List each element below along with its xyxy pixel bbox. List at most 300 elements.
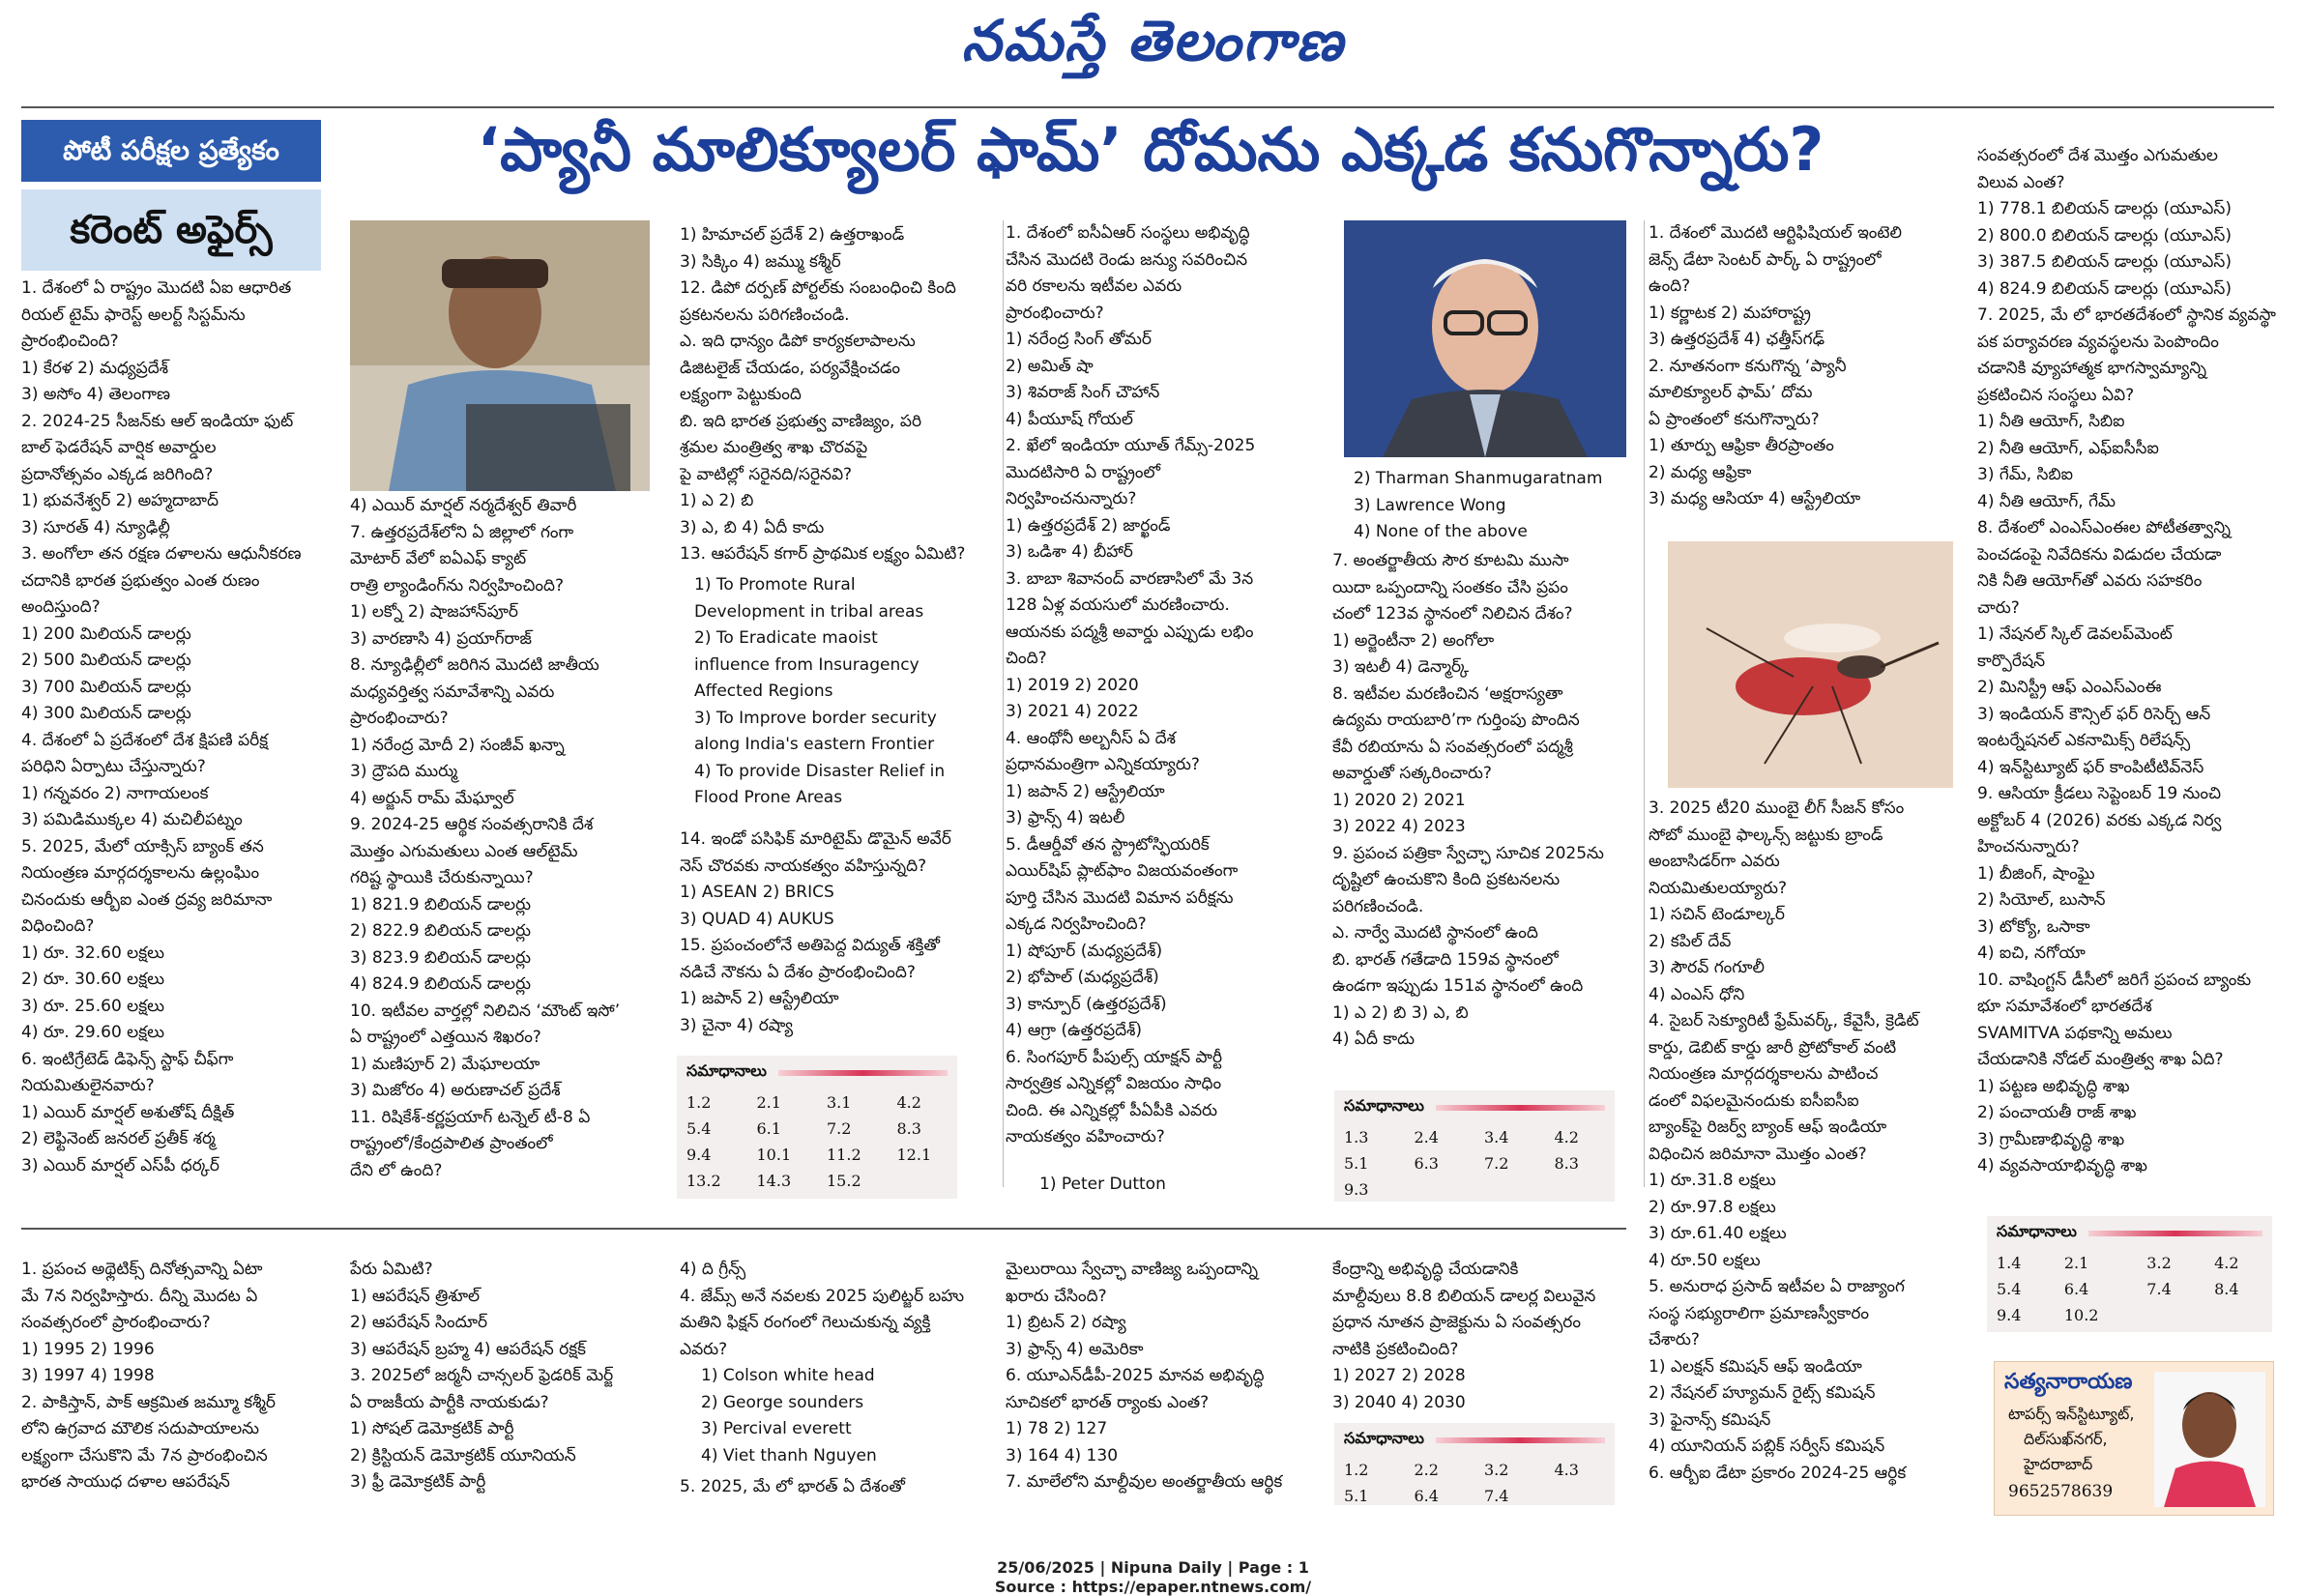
text-line: 5. 2025, మేలో యాక్సిస్ బ్యాంక్ తన [21,836,264,856]
text-line: 3. 2025లో జర్మనీ చాన్సలర్ ఫ్రెడరిక్ మెర్జ్ [350,1366,614,1385]
text-line: ప్రారంభించింది? [21,332,119,351]
text-line: 3) రూ. 25.60 లక్షలు [21,996,165,1016]
photo-air-marshal [350,220,650,491]
headline: ‘ప్యానీ మాలిక్యూలర్ ఫామ్’ దోమను ఎక్కడ కనుగొన్నారు? [477,114,1824,185]
text-line: ఎక్కడ నిర్వహించింది? [1006,914,1147,934]
text-line: 1) పట్టణ అభివృద్ధి శాఖ [1977,1076,2130,1096]
text-line: 1) నీతి ఆయోగ్, సిబిఐ [1977,412,2125,431]
text-line: ఉంది? [1649,276,1691,296]
text-line: 13. ఆపరేషన్ కగార్ ప్రాథమిక లక్ష్యం ఏమిటి? [680,544,966,564]
answer-cell [1474,1176,1545,1203]
text-line: 3. 2025 టీ20 ముంబై లీగ్ సీజన్ కోసం [1649,798,1905,818]
text-line: ప్రకటించిన సంస్థలు ఏవి? [1977,385,2135,405]
answers-row [677,1168,957,1194]
answers-box-4 [1334,1423,1615,1505]
heading-bar [2088,1231,2262,1236]
text-line: 128 ఏళ్ల వయసులో మరణించారు. [1006,595,1230,615]
column-6b [1649,796,1968,1501]
answers-heading [1987,1216,2272,1250]
text-line: 3) సిక్కిం 4) జమ్ము కశ్మీర్ [680,251,841,272]
text-line: బి. ఇది భారత ప్రభుత్వ వాణిజ్యం, పరి [680,411,922,431]
text-line: 1) ఎ 2) బి [680,491,754,510]
answer-cell: 1.2 [1344,1461,1369,1479]
answer-cell [1545,1176,1616,1203]
text-line: 2) 822.9 బిలియన్ డాలర్లు [350,921,532,941]
text-line: 3) 164 4) 130 [1006,1445,1119,1465]
text-line: 3) వారణాసి 4) ప్రయాగ్‌రాజ్ [350,628,532,649]
text-line: కార్పొరేషన్ [1977,651,2046,671]
text-line: లక్ష్యంగా పెట్టుకుంది [680,385,802,404]
text-line: 4) అర్జున్ రామ్ మేఘ్వాల్ [350,788,514,808]
text-line: కార్డు, డెబిట్ కార్డు జారీ ప్రోటోకాల్ వంటి [1649,1037,1897,1058]
text-line: డిజిటలైజ్ చేయడం, పర్యవేక్షించడం [680,358,900,378]
text-line: 3) చైనా 4) రష్యా [680,1015,794,1035]
answers-row [677,1142,957,1168]
text-line: 1) ఎ 2) బి 3) ఎ, బి [1332,1002,1469,1023]
bottom-column-5 [1332,1257,1642,1431]
column-1 [21,276,340,1194]
answer-cell: 5.4 [686,1119,712,1138]
text-line: 4) ది గ్రీన్స్ [680,1260,746,1279]
answer-cell: 6.4 [1414,1487,1439,1505]
answer-cell: 1.2 [686,1093,712,1112]
text-line: 1) బీజింగ్, షాంఘై [1977,863,2095,884]
text-line: 3) మధ్య ఆసియా 4) ఆస్ట్రేలియా [1649,489,1861,508]
text-line: 4) రూ. 29.60 లక్షలు [21,1023,165,1042]
text-line: Flood Prone Areas [694,788,843,807]
text-line: 6. ఇంటిగ్రేటెడ్ డిఫెన్స్ స్టాఫ్ చీఫ్‌గా [21,1049,234,1069]
text-line: చదానికి భారత ప్రభుత్వం ఎంత రుణం [21,570,260,591]
text-line: 4) None of the above [1354,522,1528,541]
text-line: 3) ఉత్తరప్రదేశ్ 4) ఛత్తీస్‌గఢ్ [1649,330,1825,349]
text-line: పరిగణించండి. [1332,896,1424,916]
text-line: శ్రమల మంత్రిత్వ శాఖ చొరవపై [680,438,868,457]
answer-cell [2137,1302,2204,1328]
text-line: ఎ. నార్వే మొదటి స్థానంలో ఉంది [1332,923,1538,943]
text-line: 1) రూ. 32.60 లక్షలు [21,943,165,963]
text-line: 1) Colson white head [701,1366,875,1385]
answers-label: సమాధానాలు [686,1061,767,1080]
bottom-section-rule [21,1228,1626,1230]
text-line: 2) కపిల్ దేవ్ [1649,931,1732,951]
text-line: 9. ప్రపంచ పత్రికా స్వేచ్ఛా సూచిక 2025ను [1332,843,1604,863]
text-line: మాలిక్యూలర్ ఫామ్’ దోమ [1649,383,1813,402]
text-line: మాల్దీవులు 8.8 బిలియన్ డాలర్ల విలువైన [1332,1286,1596,1306]
text-line: 4) వ్యవసాయాభివృద్ధి శాఖ [1977,1156,2147,1175]
text-line: 1) బ్రిటన్ 2) రష్యా [1006,1313,1126,1332]
mosquito-photo-icon [1668,541,1953,788]
text-line: 3) 387.5 బిలియన్ డాలర్లు (యూఎస్) [1977,252,2232,272]
text-line: చింది? [1006,649,1047,668]
section-title: కరెంట్ అఫైర్స్ [21,189,321,271]
author-name: సత్యనారాయణ [2004,1370,2133,1394]
footer-source[interactable]: Source : https://epaper.ntnews.com/ [994,1578,1312,1596]
text-line: 1) 78 2) 127 [1006,1419,1108,1438]
text-line: 4) ఐచి, నగోయా [1977,943,2086,963]
answers-box-3 [1987,1216,2272,1332]
answers-box-2 [1334,1090,1615,1202]
text-line: 1) సోషల్ డెమోక్రటిక్ పార్టీ [350,1419,514,1438]
text-line: 3) టోక్యో, ఒసాకా [1977,916,2090,937]
text-line: 4) To provide Disaster Relief in [694,761,946,781]
text-line: 8. ఇటీవల మరణించిన ‘అక్షరాస్యతా [1332,683,1563,704]
column-3-english [694,572,994,824]
text-line: 1) ఉత్తరప్రదేశ్ 2) జార్ఖండ్ [1006,515,1171,536]
answer-cell: 5.4 [1997,1280,2022,1298]
text-line: 3) పమిడిముక్కల 4) మచిలీపట్నం [21,810,243,829]
officer-photo-icon [350,220,650,491]
text-line: 3) ఎయిర్ మార్షల్ ఎస్‌పీ ధర్కర్ [21,1155,219,1175]
answer-cell: 6.1 [756,1119,781,1138]
text-line: influence from Insuragency [694,654,919,675]
text-line: 2) అమిత్ షా [1006,356,1094,376]
text-line: 1) 2019 2) 2020 [1006,675,1139,695]
text-line: ప్రధానమంత్రిగా ఎన్నికయ్యారు? [1006,755,1200,774]
text-line: 2) భోపాల్ (మధ్యప్రదేశ్) [1006,968,1159,987]
text-line: విధించింది? [21,916,95,936]
answers-table [1334,1124,1615,1203]
text-line: చేసిన మొదటి రెండు జన్యు సవరించిన [1006,249,1248,270]
answer-cell [2204,1302,2272,1328]
author-box [1994,1361,2274,1516]
column-7 [1977,143,2277,1206]
text-line: 1) To Promote Rural [694,575,856,595]
text-line: 3) ఒడిశా 4) బీహార్ [1006,542,1133,562]
text-line: ప్రారంభించారు? [1006,303,1104,323]
column-4-english [1039,1172,1310,1201]
text-line: నియంత్రణ మార్గదర్శకాలను పాటించ [1649,1064,1879,1084]
text-line: 3) గ్రామీణాభివృద్ధి శాఖ [1977,1129,2125,1149]
text-line: 1) జపాన్ 2) ఆస్ట్రేలియా [680,989,839,1008]
answer-cell: 7.2 [1484,1154,1509,1173]
answer-cell: 2.1 [2063,1254,2089,1272]
text-line: 4) ఎంఎస్ ధోని [1649,984,1745,1004]
text-line: 3) ఫ్రీ డెమోక్రటిక్ పార్టీ [350,1472,486,1492]
answer-cell: 4.3 [1554,1461,1579,1479]
text-line: 15. ప్రపంచంలోనే అతిపెద్ద విద్యుత్ శక్తితో [680,936,941,955]
answers-table [677,1089,957,1194]
answer-cell: 6.3 [1414,1154,1439,1173]
text-line: 3) Lawrence Wong [1354,495,1506,515]
text-line: 2. 2024-25 సీజన్‌కు ఆల్ ఇండియా ఫుట్ [21,411,294,431]
text-line: డంలో విఫలమైనందుకు ఐసీఐసీఐ [1649,1090,1859,1111]
text-line: బ్యాంక్‌పై రిజర్వ్ బ్యాంక్ ఆఫ్ ఇండియా [1649,1117,1887,1137]
text-line: 1) 2020 2) 2021 [1332,790,1466,810]
text-line: భూ సమావేశంలో భారతదేశ [1977,997,2152,1016]
answer-cell: 4.2 [896,1093,921,1112]
heading-bar [1436,1437,1605,1443]
text-line: 3) సౌరవ్ గంగూలీ [1649,958,1765,977]
text-line: 2) రూ.97.8 లక్షలు [1649,1197,1776,1217]
answer-cell: 15.2 [827,1172,861,1190]
column-4 [1006,220,1329,1148]
answers-table [1987,1250,2272,1328]
text-line: 2) పంచాయతీ రాజ్ శాఖ [1977,1103,2137,1122]
text-line: 1) నరేంద్ర మోదీ 2) సంజీవ్ ఖన్నా [350,735,565,755]
text-line: 1) 821.9 బిలియన్ డాలర్లు [350,894,532,914]
text-line: 2) George sounders [701,1392,864,1412]
text-line: 1) జపాన్ 2) ఆస్ట్రేలియా [1006,781,1165,801]
text-line: 1) కేరళ 2) మధ్యప్రదేశ్ [21,358,169,378]
photo-mosquito [1668,541,1953,788]
bottom-column-1 [21,1257,340,1547]
text-line: దేని లో ఉంది? [350,1160,443,1180]
text-line: నియంత్రణ మార్గదర్శకాలను ఉల్లంఘిం [21,863,260,883]
text-line: Development in tribal areas [694,601,924,622]
text-line: వరి రకాలను ఇటీవల ఎవరు [1006,276,1182,296]
text-line: 6. ఆర్బీఐ డేటా ప్రకారం 2024-25 ఆర్థిక [1649,1463,1907,1483]
text-line: నడిచే నౌకను ఏ దేశం ప్రారంభించింది? [680,962,916,982]
text-line: 2) మినిస్ట్రీ ఆఫ్ ఎంఎస్ఎంఈ [1977,678,2162,697]
text-line: అందిస్తుంది? [21,597,101,617]
text-line: గరిష్ట స్థాయికి చేరుకున్నాయి? [350,868,534,887]
text-line: ప్రదానోత్సవం ఎక్కడ జరిగింది? [21,464,214,484]
text-line: భారత సాయుధ దళాల ఆపరేషన్ [21,1472,230,1492]
answer-cell: 8.3 [896,1119,921,1138]
column-5 [1332,548,1642,1070]
text-line: బాల్ ఫెడరేషన్ వార్షిక అవార్డుల [21,438,217,457]
text-line: నాటికి ప్రకటించింది? [1332,1339,1459,1359]
text-line: చేశారు? [1649,1330,1700,1349]
text-line: 3) ఫ్రాన్స్ 4) అమెరికా [1006,1339,1144,1359]
text-line: 1) అర్జెంటీనా 2) అంగోలా [1332,630,1495,651]
text-line: 4) 824.9 బిలియన్ డాలర్లు (యూఎస్) [1977,278,2232,299]
heading-bar [1436,1105,1605,1111]
text-line: 4. ఆంథోనీ అల్బనీస్ ఏ దేశ [1006,728,1176,748]
text-line: పేరు ఏమిటి? [350,1260,433,1279]
answer-cell: 5.1 [1344,1487,1369,1505]
text-line: ఎ. ఇది ధాన్యం డిపో కార్యకలాపాలను [680,332,916,351]
text-line: 1) రూ.31.8 లక్షలు [1649,1171,1776,1190]
column-6 [1649,220,1968,520]
text-line: మతిని ఫిక్షన్ రంగంలో గెలుచుకున్న వ్యక్తి [680,1313,931,1332]
text-line: పూర్తి చేసిన మొదటి విమాన పరీక్షను [1006,887,1234,908]
answer-cell: 3.2 [2146,1254,2172,1272]
answers-label: సమాధానాలు [1344,1096,1424,1115]
text-line: 2) నేషనల్ హ్యూమన్ రైట్స్ కమిషన్ [1649,1383,1876,1403]
text-line: 3) QUAD 4) AUKUS [680,909,834,929]
text-line: సూచికలో భారత్ ర్యాంకు ఎంత? [1006,1392,1210,1412]
text-line: 3) ఆపరేషన్ బ్రహ్మ 4) ఆపరేషన్ రక్షక్ [350,1339,586,1359]
author-city: హైదరాబాద్ [2024,1455,2093,1473]
answer-cell: 7.4 [2146,1280,2172,1298]
text-line: 3. అంగోలా తన రక్షణ దళాలను ఆధునీకరణ [21,544,302,564]
answer-cell: 12.1 [896,1146,932,1164]
text-line: 1) నరేంద్ర సింగ్ తోమర్ [1006,330,1152,349]
text-line: 3) 823.9 బిలియన్ డాలర్లు [350,947,532,968]
text-line: దృష్టిలో ఉంచుకొని కింది ప్రకటనలను [1332,870,1561,889]
answer-cell: 9.4 [1997,1306,2022,1324]
text-line: బి. భారత్ గతేడాది 159వ స్థానంలో [1332,949,1559,970]
text-line: 1. దేశంలో మొదటి ఆర్టిఫిషియల్ ఇంటెలి [1649,223,1902,243]
text-line: మే 7న నిర్వహిస్తారు. దీన్ని మొదట ఏ [21,1286,258,1306]
text-line: మొత్తం ఎగుమతులు ఎంత ఆల్‌టైమ్ [350,841,578,861]
answers-label: సమాధానాలు [1344,1429,1424,1447]
answer-cell: 10.2 [2063,1306,2099,1324]
answers-heading [677,1056,957,1089]
text-line: పై వాటిల్లో సరైనది/సరైనవి? [680,464,853,484]
answer-cell: 11.2 [827,1146,861,1164]
text-line: రియల్ టైమ్ ఫారెస్ట్ అలర్ట్ సిస్టమ్‌ను [21,305,246,325]
text-line: 4) ఇన్‌స్టిట్యూట్ ఫర్ కాంపిటీటివ్‌నెస్ [1977,757,2204,777]
answer-cell: 7.2 [827,1119,852,1138]
text-line: 2) 800.0 బిలియన్ డాలర్లు (యూఎస్) [1977,225,2232,246]
answer-cell: 1.4 [1997,1254,2022,1272]
text-line: సార్వత్రిక ఎన్నికల్లో విజయం సాధిం [1006,1074,1222,1093]
text-line: 5. డీఆర్డీవో తన స్ట్రాటోస్ఫియరిక్ [1006,834,1210,855]
text-line: 7. అంతర్జాతీయ సౌర కూటమి ముసా [1332,551,1569,570]
masthead-logo: నమస్తే తెలంగాణ [961,8,1345,73]
answer-cell: 2.1 [756,1093,781,1112]
text-line: ప్రకటనలను పరిగణించండి. [680,305,850,325]
text-line: Affected Regions [694,682,833,701]
bottom-column-3 [680,1257,999,1373]
heading-bar [778,1070,948,1076]
answers-row [1987,1302,2272,1328]
answers-label: సమాధానాలు [1997,1222,2077,1240]
text-line: 3) Percival everett [701,1419,852,1438]
text-line: నియమితులైనవారు? [21,1076,155,1095]
text-line: ఏ ప్రాంతంలో కనుగొన్నారు? [1649,409,1820,429]
answers-row [1334,1457,1615,1483]
text-line: 8. న్యూఢిల్లీలో జరిగిన మొదటి జాతీయ [350,655,599,675]
text-line: చారు? [1977,597,2020,618]
text-line: 1) లక్నో 2) షాజహాన్‌పూర్ [350,602,518,622]
text-line: యిదా ఒప్పందాన్ని సంతకం చేసి ప్రపం [1332,577,1568,597]
answers-row [1334,1124,1615,1150]
answers-heading [1334,1423,1615,1457]
section-tag: పోటీ పరీక్షల ప్రత్యేకం [21,120,321,182]
author-photo [2154,1372,2265,1507]
text-line: 1) హిమాచల్ ప్రదేశ్ 2) ఉత్తరాఖండ్ [680,225,905,245]
text-line: 1. ప్రపంచ అథ్లెటిక్స్ దినోత్సవాన్ని ఏటా [21,1260,263,1279]
text-line: 2) 500 మిలియన్ డాలర్లు [21,651,191,670]
text-line: కేంద్రాన్ని అభివృద్ధి చేయడానికి [1332,1260,1519,1279]
answer-cell: 9.4 [686,1146,712,1164]
text-line: 4. జేమ్స్ అనే నవలకు 2025 పులిట్జర్ బహు [680,1286,965,1306]
answers-row [677,1116,957,1142]
answer-cell: 8.3 [1554,1154,1579,1173]
text-line: 3) 2040 4) 2030 [1332,1392,1466,1412]
text-line: మోటార్ వేలో ఐఏఎఫ్ క్యాట్ [350,549,527,568]
answer-cell: 13.2 [686,1172,721,1190]
answers-row [1334,1150,1615,1176]
text-line: 4. దేశంలో ఏ ప్రదేశంలో దేశ క్షిపణి పరీక్ష [21,730,269,750]
text-line: 12. డిపో దర్పణ్ పోర్టల్‌కు సంబంధించి కింది [680,278,956,298]
column-divider [1003,220,1004,1187]
bottom-column-2 [350,1257,669,1547]
text-line: సోబో ముంబై ఫాల్కన్స్ జట్టుకు బ్రాండ్ [1649,825,1883,845]
text-line: 5. అనురాధ ప్రసాద్ ఇటీవల ఏ రాజ్యాంగ [1649,1277,1905,1296]
text-line: 3) ఇండియన్ కౌన్సిల్ ఫర్ రిసెర్చ్ ఆన్ [1977,704,2211,724]
text-line: 4) యూనియన్ పబ్లిక్ సర్వీస్ కమిషన్ [1649,1436,1885,1456]
answer-cell: 14.3 [756,1172,792,1190]
text-line: 3) 700 మిలియన్ డాలర్లు [21,677,191,697]
text-line: నికి నీతి ఆయోగ్‌తో ఎవరు సహకరిం [1977,571,2203,591]
text-line: 3) సూరత్ 4) న్యూఢిల్లీ [21,517,170,537]
text-line: 3) ఎ, బి 4) ఏదీ కాదు [680,517,825,537]
text-line: చడానికి వ్యూహాత్మక భాగస్వామ్యాన్ని [1977,359,2207,378]
text-line: 3) To Improve border security [694,708,937,728]
text-line: నాయకత్వం వహించారు? [1006,1127,1165,1146]
answer-cell: 10.1 [756,1146,792,1164]
text-line: అవార్డుతో సత్కరించారు? [1332,764,1492,783]
text-line: నెస్ చొరవకు నాయకత్వం వహిస్తున్నది? [680,856,927,876]
text-line: 1) సచిన్ టెండూల్కర్ [1649,905,1785,924]
text-line: 3) ద్రౌపది ముర్ము [350,762,458,781]
text-line: 2. ఖేలో ఇండియా యూత్ గేమ్స్-2025 [1006,436,1256,455]
text-line: 3) మిజోరం 4) అరుణాచల్ ప్రదేశ్ [350,1081,561,1100]
text-line: 3) 2021 4) 2022 [1006,702,1139,721]
text-line: ప్రారంభించారు? [350,709,449,728]
answers-box-1 [677,1056,957,1199]
text-line: 8. దేశంలో ఎంఎస్ఎంఈల పోటీతత్వాన్ని [1977,518,2232,537]
text-line: 1) 200 మిలియన్ డాలర్లు [21,624,191,644]
text-line: ఎయిర్‌షిప్ ప్లాట్‌ఫాం విజయవంతంగా [1006,861,1239,881]
text-line: 4) ఆగ్రా (ఉత్తరప్రదేశ్) [1006,1021,1143,1040]
text-line: ప్రధాన నూతన ప్రాజెక్టును ఏ సంవత్సరం [1332,1313,1581,1332]
answers-row [1334,1176,1615,1203]
text-line: 9. 2024-25 ఆర్థిక సంవత్సరానికి దేశ [350,815,594,834]
text-line: 3) రూ.61.40 లక్షలు [1649,1224,1787,1243]
text-line: సంవత్సరంలో ప్రారంభించారు? [21,1313,211,1332]
author-phone: 9652578639 [2008,1482,2114,1501]
answer-cell: 3.2 [1484,1461,1509,1479]
text-line: 2) To Eradicate maoist [694,628,878,648]
text-line: 6. యూఎన్‌డీపీ-2025 మానవ అభివృద్ధి [1006,1366,1265,1385]
text-line: మైలురాయి స్వేచ్ఛా వాణిజ్య ఒప్పందాన్ని [1006,1260,1258,1279]
answer-cell: 2.2 [1414,1461,1439,1479]
text-line: చినందుకు ఆర్బీఐ ఎంత ద్రవ్య జరిమానా [21,889,273,910]
text-line: కేవీ రబియాను ఏ సంవత్సరంలో పద్మశ్రీ [1332,737,1573,757]
text-line: మధ్యవర్తిత్వ సమావేశాన్ని ఎవరు [350,682,555,702]
text-line: 2) నీతి ఆయోగ్, ఎఫ్ఐసీసీఐ [1977,438,2159,458]
text-line: 10. ఇటీవల వార్తల్లో నిలిచిన ‘మౌంట్ ఇసో’ [350,1001,621,1021]
text-line: లక్ష్యంగా చేసుకొని మే 7న ప్రారంభించిన [21,1445,268,1465]
text-line: విలువ ఎంత? [1977,172,2065,192]
text-line: 2) రూ. 30.60 లక్షలు [21,970,165,989]
text-line: 2) Tharman Shanmugaratnam [1354,469,1603,488]
text-line: 9. ఆసియా క్రీడలు సెప్టెంబర్ 19 నుంచి [1977,784,2222,803]
answers-row [1987,1276,2272,1302]
answers-row [1987,1250,2272,1276]
answer-cell: 9.3 [1344,1180,1369,1199]
text-line: 1) మణిపూర్ 2) మేఘాలయా [350,1054,540,1074]
text-line: 4) Viet thanh Nguyen [701,1445,877,1465]
text-line: ఉండగా ఇప్పుడు 151వ స్థానంలో ఉంది [1332,976,1584,996]
text-line: 3) ఫ్రాన్స్ 4) ఇటలీ [1006,808,1125,827]
answer-cell: 3.1 [827,1093,852,1112]
text-line: ఆయనకు పద్మశ్రీ అవార్డు ఎప్పుడు లభిం [1006,622,1254,642]
text-line: పరిధిని ఏర్పాటు చేస్తున్నారు? [21,757,206,776]
text-line: 1) 1995 2) 1996 [21,1339,155,1359]
text-line: అంబాసిడర్‌గా ఎవరు [1649,852,1780,871]
text-line: 2. నూతనంగా కనుగొన్న ‘ప్యానీ [1649,356,1847,376]
text-line: 2. పాకిస్తాన్, పాక్ ఆక్రమిత జమ్మూ కశ్మీర్ [21,1392,276,1412]
text-line: ఇంటర్నేషనల్ ఎకనామిక్స్ రిలేషన్స్ [1977,731,2191,750]
bottom-column-4 [1006,1257,1329,1547]
answer-cell: 4.2 [1554,1128,1579,1146]
text-line: 4) రూ.50 లక్షలు [1649,1250,1761,1270]
text-line: 14. ఇండో పసిఫిక్ మారిటైమ్ డొమైన్ అవేర్ [680,829,951,849]
answer-cell: 6.4 [2063,1280,2089,1298]
text-line: 3) ఇటలీ 4) డెన్మార్క్ [1332,657,1470,677]
text-line: 3) శివరాజ్ సింగ్ చౌహాన్ [1006,383,1160,402]
text-line: విధించిన జరిమానా మొత్తం ఎంత? [1649,1144,1867,1164]
text-line: 6. సింగపూర్ పీపుల్స్ యాక్షన్ పార్టీ [1006,1047,1223,1067]
author-institute: టాపర్స్ ఇన్‌స్టిట్యూట్, [2008,1405,2135,1423]
text-line: ఎవరు? [680,1339,728,1359]
